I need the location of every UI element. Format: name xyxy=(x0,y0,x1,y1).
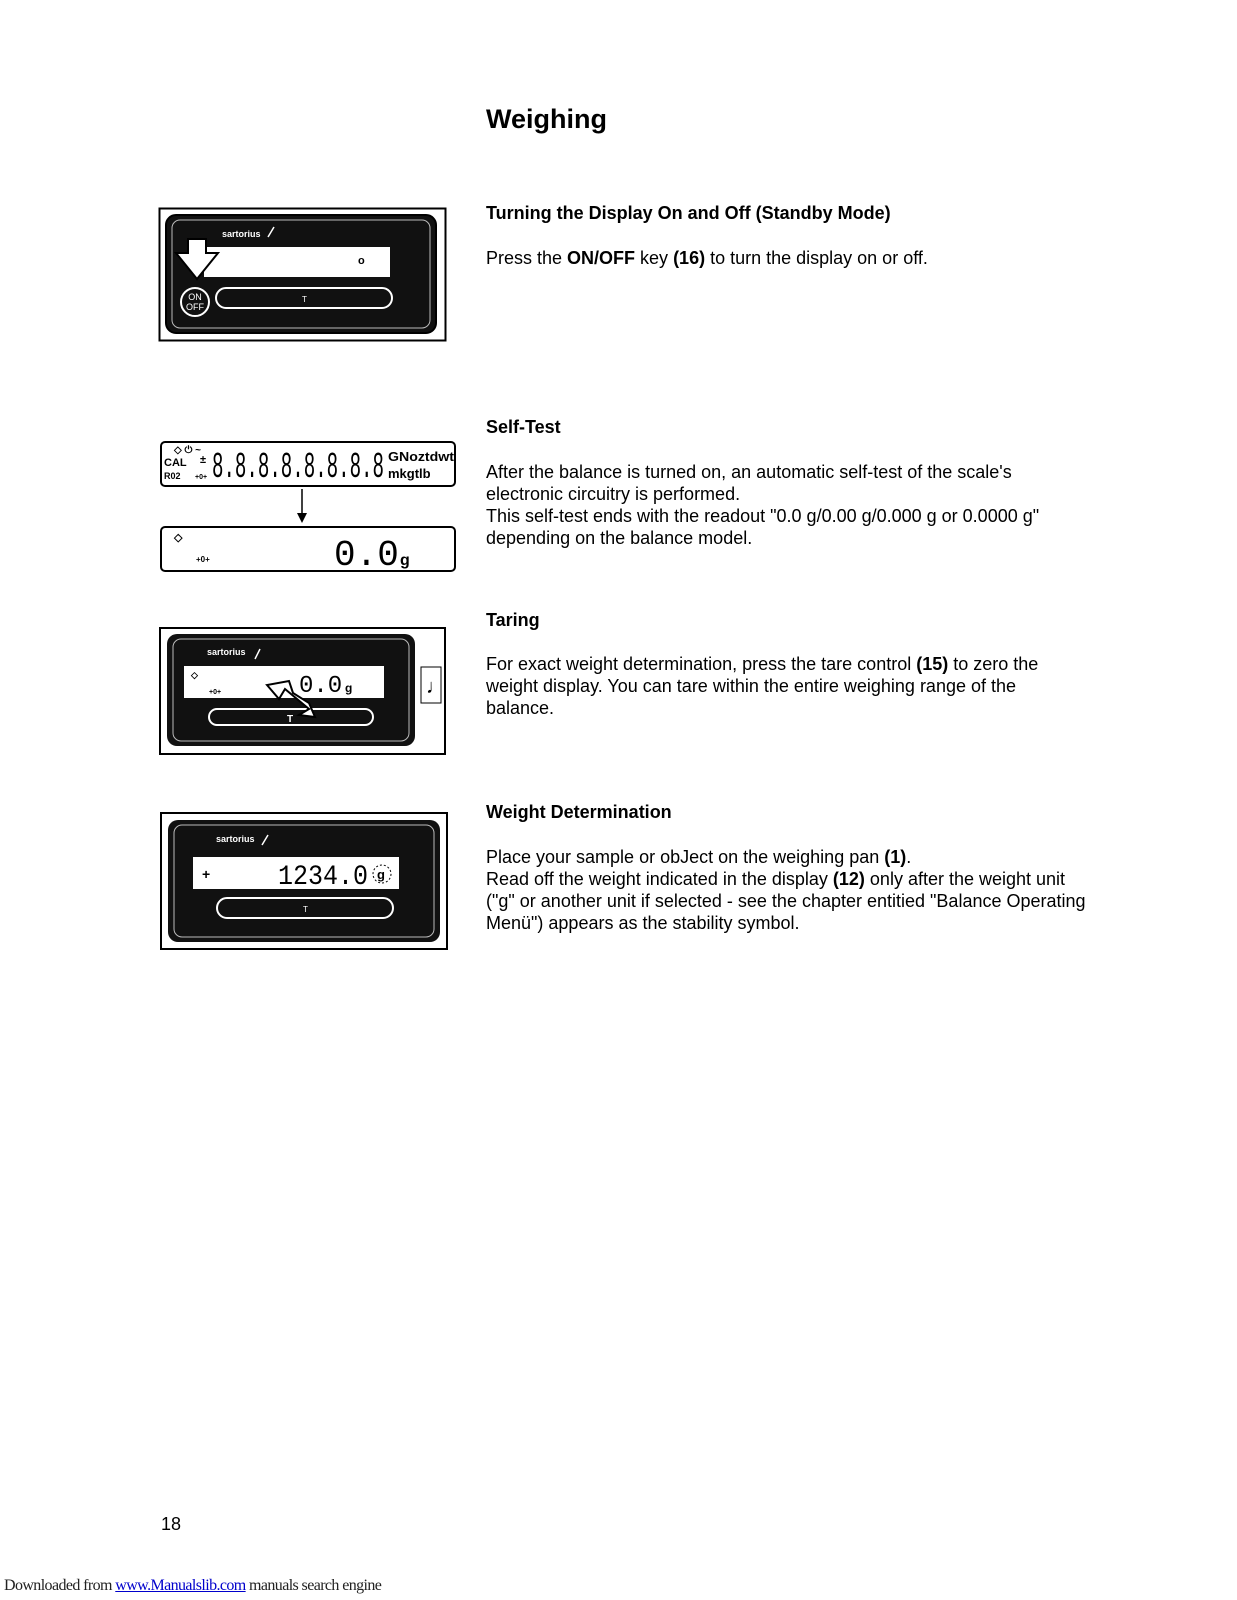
svg-text:T: T xyxy=(303,905,308,914)
unit-symbols-bottom: mkgtlb xyxy=(388,466,431,481)
svg-text:sartorius: sartorius xyxy=(207,647,246,657)
on-label: ON xyxy=(188,292,202,302)
svg-text:+0+: +0+ xyxy=(195,474,208,481)
standby-indicator: o xyxy=(358,255,365,267)
page-number: 18 xyxy=(161,1514,182,1534)
svg-text:+: + xyxy=(202,866,211,882)
svg-text:+0+: +0+ xyxy=(209,689,222,696)
on-off-key[interactable] xyxy=(181,288,209,316)
svg-text:◇: ◇ xyxy=(191,670,198,680)
section-heading-weight-determination: Weight Determination xyxy=(486,802,672,822)
download-footer: Downloaded from www.Manualslib.com manuals search engine xyxy=(4,1577,382,1594)
unit-symbols-top: GNoztdwt xyxy=(388,449,455,464)
zero-readout: 0.0 xyxy=(334,535,399,576)
brand-logo: sartorius xyxy=(222,229,261,239)
off-label: OFF xyxy=(186,302,204,312)
svg-text:g: g xyxy=(345,681,353,695)
section-text-weight-determination: Place your sample or obJect on the weighing pan (1). Read off the weight indicated in the display (12) only after the weight unit ("g" or another unit if selected - see the chapter entitied "Balance Operating Menü") appears as the stability symbol. xyxy=(486,847,1086,933)
section-text-standby: Press the ON/OFF key (16) to turn the display on or off. xyxy=(486,248,928,268)
section-heading-taring: Taring xyxy=(486,610,540,630)
section-text-taring: For exact weight determination, press the tare control (15) to zero the weight display. You can tare within the entire weighing range of the balance. xyxy=(486,654,1039,718)
standby-display-figure xyxy=(158,207,448,343)
weight-readout: 1234.0 xyxy=(278,862,368,893)
svg-text:◇ ⏻ ~: ◇ ⏻ ~ xyxy=(174,445,201,456)
svg-text:sartorius: sartorius xyxy=(216,834,255,844)
svg-text:♩: ♩ xyxy=(426,676,446,698)
svg-text:±: ± xyxy=(200,454,207,466)
weight-display-figure xyxy=(160,812,450,952)
svg-text:T: T xyxy=(287,714,294,725)
manualslib-link[interactable]: www.Manualslib.com xyxy=(115,1577,246,1594)
svg-text:T: T xyxy=(302,295,307,304)
all-segments-readout: 8.8.8.8.8.8.8.8 xyxy=(212,447,384,488)
svg-text:R02: R02 xyxy=(164,471,181,481)
section-text-self-test: After the balance is turned on, an automatic self-test of the scale's electronic circuitry is performed. This self-test ends with the readout "0.0 g/0.00 g/0.000 g or 0.0000 g" depending on the balance model. xyxy=(486,462,1040,548)
section-heading-self-test: Self-Test xyxy=(486,417,561,437)
cal-indicator: CAL xyxy=(164,457,187,469)
page-title: Weighing xyxy=(486,104,607,134)
unit-g: g xyxy=(400,552,410,569)
section-heading-standby: Turning the Display On and Off (Standby Mode) xyxy=(486,203,891,223)
taring-figure xyxy=(159,627,449,757)
self-test-figure xyxy=(160,441,460,581)
tare-zero-readout: 0.0 xyxy=(299,673,343,700)
svg-text:g: g xyxy=(377,867,385,882)
svg-text:+0+: +0+ xyxy=(196,555,210,564)
svg-text:◇: ◇ xyxy=(174,532,183,544)
